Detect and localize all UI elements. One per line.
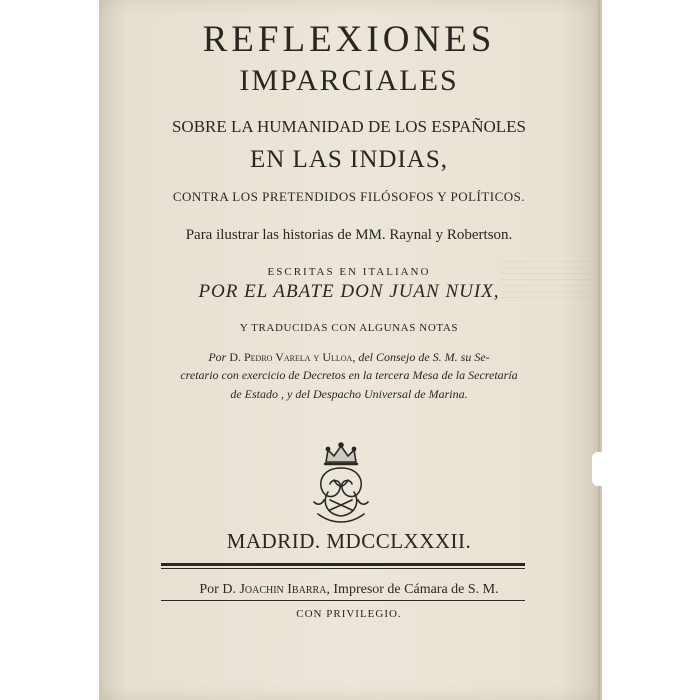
translator-line-2: cretario con exercicio de Decretos en la tercera Mesa de la Secretaría (180, 368, 518, 382)
printer-rest: , Impresor de Cámara de S. M. (326, 582, 499, 597)
privilege-line: CON PRIVILEGIO. (296, 608, 402, 620)
subtitle-line-2: EN LAS INDIAS, (249, 146, 449, 173)
title-line-1: REFLEXIONES (202, 19, 496, 60)
printer-por: Por (199, 582, 219, 597)
translator-name: D. Pedro Varela y Ulloa (229, 350, 353, 364)
author-line: POR EL ABATE DON JUAN NUIX, (198, 281, 500, 302)
crowned-monogram-icon (304, 440, 378, 526)
imprint-rule-thick (161, 563, 525, 566)
printer-rule (161, 600, 525, 601)
subtitle-line-1: SOBRE LA HUMANIDAD DE LOS ESPAÑOLES (171, 117, 527, 136)
translator-line-1 (99, 348, 599, 367)
translator-por: Por (208, 350, 227, 364)
translator-line-3: de Estado , y del Despacho Universal de Marina. (230, 387, 468, 401)
printer-line (99, 582, 599, 598)
title-line-2: IMPARCIALES (239, 64, 459, 97)
written-in-line: ESCRITAS EN ITALIANO (267, 266, 431, 278)
translated-line: Y TRADUCIDAS CON ALGUNAS NOTAS (239, 322, 459, 334)
page-nick (592, 452, 602, 486)
subtitle-line-3: CONTRA LOS PRETENDIDOS FILÓSOFOS Y POLÍTICOS. (172, 189, 526, 204)
imprint-line: MADRID. MDCCLXXXII. (226, 529, 472, 553)
imprint-rule-thin (161, 568, 525, 569)
printer-name: D. Joachin Ibarra (222, 582, 327, 597)
translator-rest: , del Consejo de S. M. su Se- (352, 350, 490, 364)
purpose-line: Para ilustrar las historias de MM. Raynal y Robertson. (185, 227, 513, 243)
